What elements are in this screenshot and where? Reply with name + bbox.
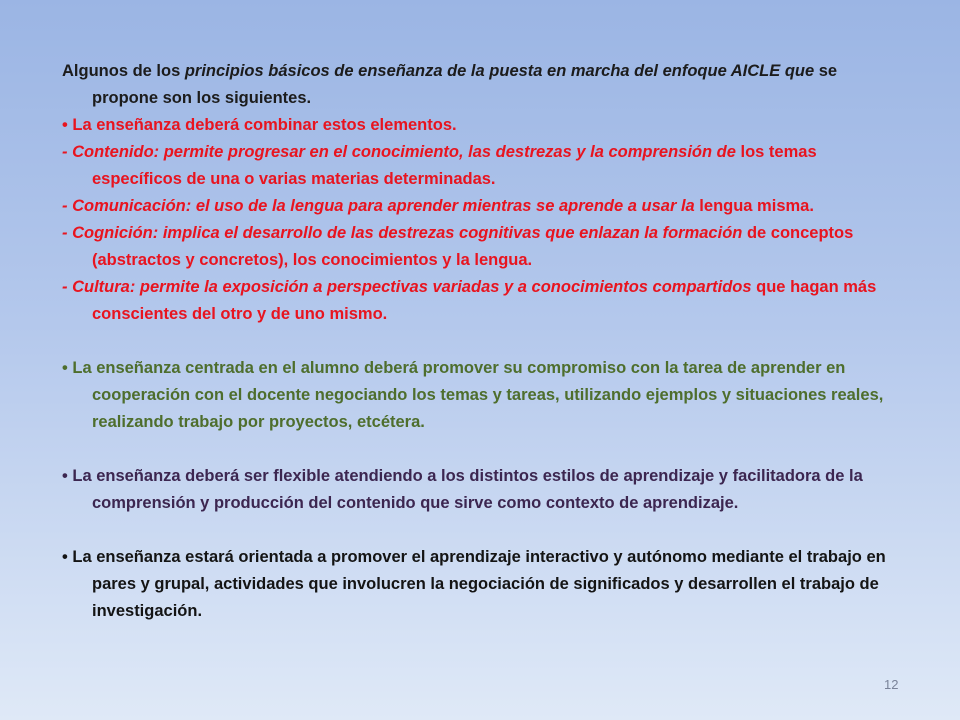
intro-text-c: se propone son los siguientes. — [92, 62, 838, 107]
slide-content — [62, 58, 900, 625]
item-contenido — [62, 139, 900, 193]
bullet-centrada-alumno: • La enseñanza centrada en el alumno deberá promover su compromiso con la tarea de aprender en cooperación con el docente negociando los temas y tareas, utilizando ejemplos y situaciones reales, realizando trabajo por proyectos, etcétera. — [62, 359, 884, 431]
item-cultura-rest: que hagan más conscientes del otro y de uno mismo. — [92, 278, 877, 323]
spacer — [62, 436, 900, 463]
item-cultura-italic: - Cultura: permite la exposición a perspectivas variadas y a conocimientos compartidos — [62, 278, 752, 296]
item-comunicacion — [62, 193, 900, 220]
bullet-combinar: • La enseñanza deberá combinar estos elementos. — [62, 116, 457, 134]
spacer — [62, 328, 900, 355]
spacer — [62, 517, 900, 544]
page-number: 12 — [884, 677, 899, 692]
item-cognicion — [62, 220, 900, 274]
item-cognicion-rest: de conceptos (abstractos y concretos), los conocimientos y la lengua. — [92, 224, 854, 269]
item-comunicacion-rest: lengua misma. — [694, 197, 814, 215]
item-comunicacion-italic: - Comunicación: el uso de la lengua para aprender mientras se aprende a usar la — [62, 197, 695, 215]
bullet-interactivo: • La enseñanza estará orientada a promover el aprendizaje interactivo y autónomo mediante el trabajo en pares y grupal, actividades que involucren la negociación de significados y desarrollen el trabajo de investigación. — [62, 548, 886, 620]
item-cognicion-italic: - Cognición: implica el desarrollo de las destrezas cognitivas que enlazan la formación — [62, 224, 743, 242]
item-contenido-italic: - Contenido: permite progresar en el conocimiento, las destrezas y la comprensión de — [62, 143, 736, 161]
intro-paragraph — [62, 58, 900, 112]
item-cultura — [62, 274, 900, 328]
intro-text-italic: principios básicos de enseñanza de la puesta en marcha del enfoque AICLE que — [184, 62, 815, 80]
item-contenido-rest: los temas específicos de una o varias materias determinadas. — [92, 143, 817, 188]
bullet-flexible: • La enseñanza deberá ser flexible atendiendo a los distintos estilos de aprendizaje y facilitadora de la comprensión y producción del contenido que sirve como contexto de aprendizaje. — [62, 467, 863, 512]
intro-text-a: Algunos de los — [62, 62, 185, 80]
